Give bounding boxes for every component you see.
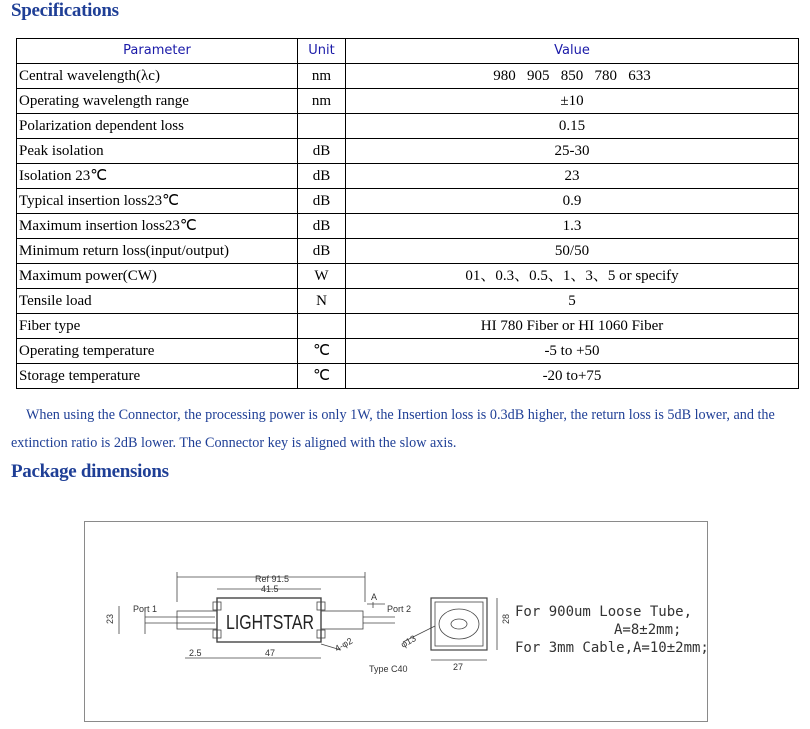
- dim-47-label: 47: [265, 648, 276, 658]
- table-row: [17, 264, 799, 289]
- port1-label: Port 1: [133, 604, 158, 614]
- unit-cell: dB: [298, 214, 346, 239]
- param-cell: Typical insertion loss23℃: [17, 189, 298, 214]
- dim-13-label: φ13: [399, 633, 418, 650]
- value-cell: 1.3: [346, 214, 799, 239]
- unit-cell: dB: [298, 189, 346, 214]
- table-row: [17, 164, 799, 189]
- table-row: [17, 364, 799, 389]
- dim-27-label: 27: [453, 662, 464, 672]
- dim-a-label: A: [371, 592, 378, 602]
- value-cell: 01、0.3、0.5、1、3、5 or specify: [346, 264, 799, 289]
- param-cell: Operating wavelength range: [17, 89, 298, 114]
- unit-cell: N: [298, 289, 346, 314]
- unit-cell: nm: [298, 89, 346, 114]
- header-parameter: Parameter: [17, 39, 298, 64]
- param-cell: Peak isolation: [17, 139, 298, 164]
- header-value: Value: [346, 39, 799, 64]
- unit-cell: ℃: [298, 339, 346, 364]
- unit-cell: [298, 114, 346, 139]
- length-41-5-label: 41.5: [261, 584, 279, 594]
- value-cell: 5: [346, 289, 799, 314]
- table-row: [17, 139, 799, 164]
- hole-dimension-label: 4-φ2: [333, 635, 355, 654]
- unit-cell: nm: [298, 64, 346, 89]
- table-row: [17, 314, 799, 339]
- cable-note-line: For 3mm Cable,A=10±2mm;: [515, 640, 709, 656]
- table-row: [17, 64, 799, 89]
- dim-2-5-label: 2.5: [189, 648, 202, 658]
- param-cell: Maximum insertion loss23℃: [17, 214, 298, 239]
- param-cell: Polarization dependent loss: [17, 114, 298, 139]
- package-drawing-frame: [84, 521, 708, 722]
- specifications-heading: Specifications: [11, 0, 119, 21]
- param-cell: Tensile load: [17, 289, 298, 314]
- table-row: [17, 114, 799, 139]
- param-cell: Maximum power(CW): [17, 264, 298, 289]
- unit-cell: dB: [298, 139, 346, 164]
- table-row: [17, 289, 799, 314]
- dim-23-label: 23: [105, 613, 115, 624]
- param-cell: Isolation 23℃: [17, 164, 298, 189]
- param-cell: Central wavelength(λc): [17, 64, 298, 89]
- table-row: [17, 214, 799, 239]
- table-header-row: [17, 39, 799, 64]
- unit-cell: W: [298, 264, 346, 289]
- tube-note-line2: A=8±2mm;: [614, 622, 682, 638]
- value-cell: 25-30: [346, 139, 799, 164]
- value-cell: -20 to+75: [346, 364, 799, 389]
- value-cell: 980 905 850 780 633: [346, 64, 799, 89]
- ref-dimension-label: Ref 91.5: [255, 574, 290, 584]
- tube-note-line1: For 900um Loose Tube,: [515, 604, 693, 620]
- param-cell: Minimum return loss(input/output): [17, 239, 298, 264]
- value-cell: -5 to +50: [346, 339, 799, 364]
- unit-cell: dB: [298, 239, 346, 264]
- value-cell: 0.15: [346, 114, 799, 139]
- unit-cell: dB: [298, 164, 346, 189]
- dim-28-label: 28: [501, 613, 511, 624]
- package-dimensions-heading: Package dimensions: [11, 461, 169, 482]
- unit-cell: ℃: [298, 364, 346, 389]
- unit-cell: [298, 314, 346, 339]
- port2-label: Port 2: [387, 604, 412, 614]
- type-label: Type C40: [369, 664, 408, 674]
- value-cell: HI 780 Fiber or HI 1060 Fiber: [346, 314, 799, 339]
- value-cell: ±10: [346, 89, 799, 114]
- value-cell: 50/50: [346, 239, 799, 264]
- spec-table: [16, 38, 799, 389]
- table-row: [17, 189, 799, 214]
- param-cell: Fiber type: [17, 314, 298, 339]
- table-row: [17, 239, 799, 264]
- value-cell: 0.9: [346, 189, 799, 214]
- connector-note: When using the Connector, the processing power is only 1W, the Insertion loss is 0.3dB higher, the return loss is 5dB lower, and the extinction ratio is 2dB lower. The Connector key is aligned with the slow axis.: [11, 407, 775, 451]
- value-cell: 23: [346, 164, 799, 189]
- param-cell: Storage temperature: [17, 364, 298, 389]
- table-row: [17, 339, 799, 364]
- param-cell: Operating temperature: [17, 339, 298, 364]
- table-row: [17, 89, 799, 114]
- header-unit: Unit: [298, 39, 346, 64]
- lightstar-brand-label: LIGHTSTAR: [226, 612, 314, 634]
